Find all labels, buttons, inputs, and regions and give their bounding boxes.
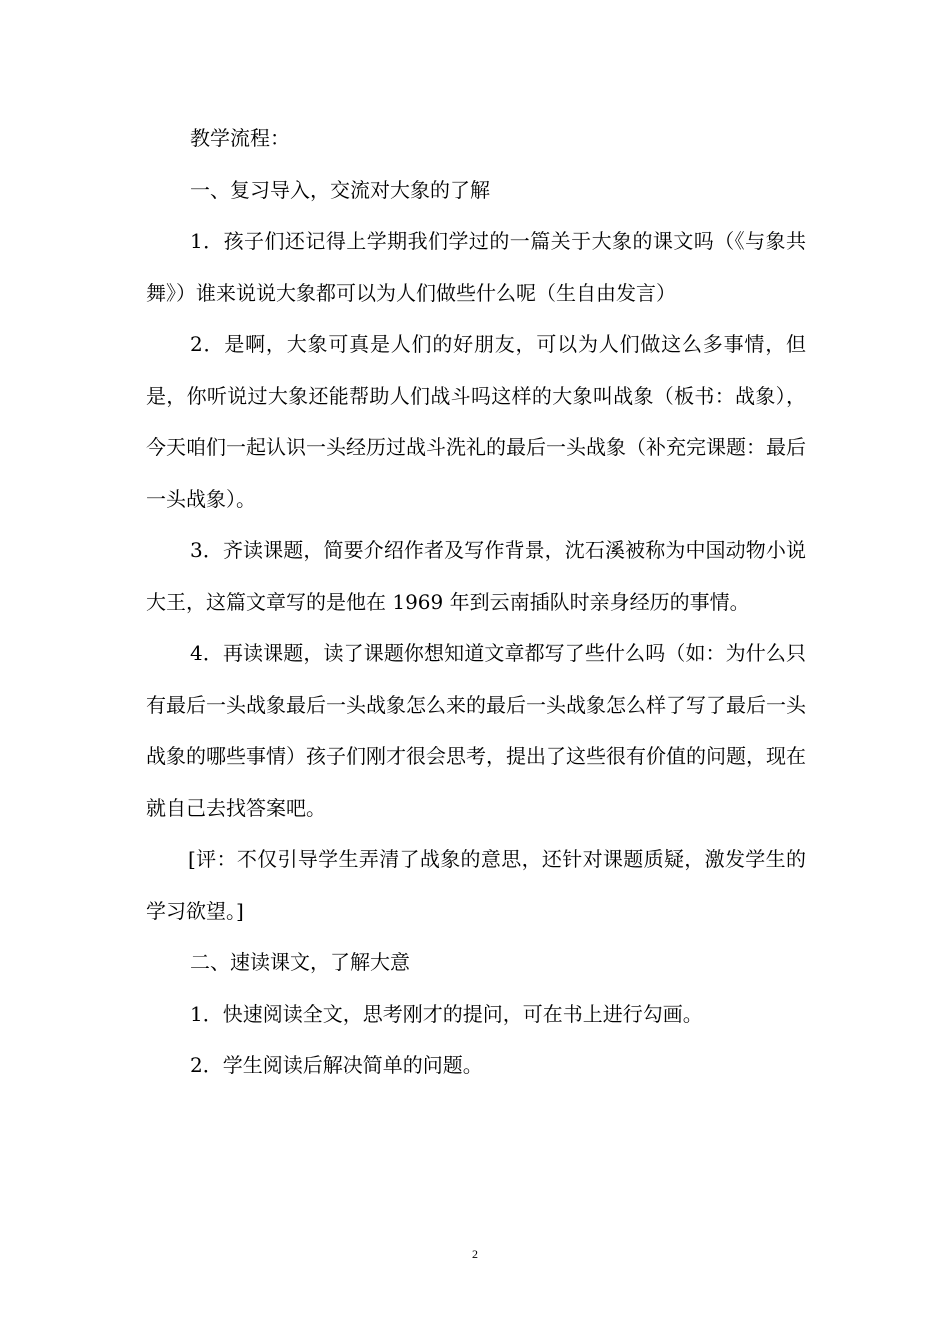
paragraph-item-6: 2．学生阅读后解决简单的问题。: [190, 1053, 483, 1077]
section-heading-2: 二、速读课文，了解大意: [190, 950, 410, 974]
section-heading-1: 一、复习导入，交流对大象的了解: [190, 177, 490, 202]
paragraph-item-5: 1．快速阅读全文，思考刚才的提问，可在书上进行勾画。: [190, 1001, 703, 1026]
paragraph-item-4: 4．再读课题，读了课题你想知道文章都写了些什么吗（如：为什么只有最后一头战象最后一头战象怎么来的最后一头战象怎么样了写了最后一头战象的哪些事情）孩子们刚才很会思考，提出了这些很有价值的问题，现在就自己去找答案吧。: [146, 641, 806, 820]
page-number: 2: [472, 1247, 478, 1261]
paragraph-item-3: 3．齐读课题，简要介绍作者及写作背景，沈石溪被称为中国动物小说大王，这篇文章写的是他在 1969 年到云南插队时亲身经历的事情。: [146, 538, 806, 614]
comment-paragraph: [评：不仅引导学生弄清了战象的意思，还针对课题质疑，激发学生的学习欲望。]: [146, 847, 806, 923]
paragraph-item-2: 2．是啊，大象可真是人们的好朋友，可以为人们做这么多事情，但是，你听说过大象还能帮助人们战斗吗这样的大象叫战象（板书：战象），今天咱们一起认识一头经历过战斗洗礼的最后一头战象（补充完课题：最后一头战象）。: [146, 332, 806, 511]
paragraph-item-1: 1．孩子们还记得上学期我们学过的一篇关于大象的课文吗（《与象共舞》）谁来说说大象都可以为人们做些什么呢（生自由发言）: [146, 229, 806, 305]
document-body: [146, 113, 806, 1092]
heading-teaching-process: 教学流程：: [190, 126, 290, 150]
